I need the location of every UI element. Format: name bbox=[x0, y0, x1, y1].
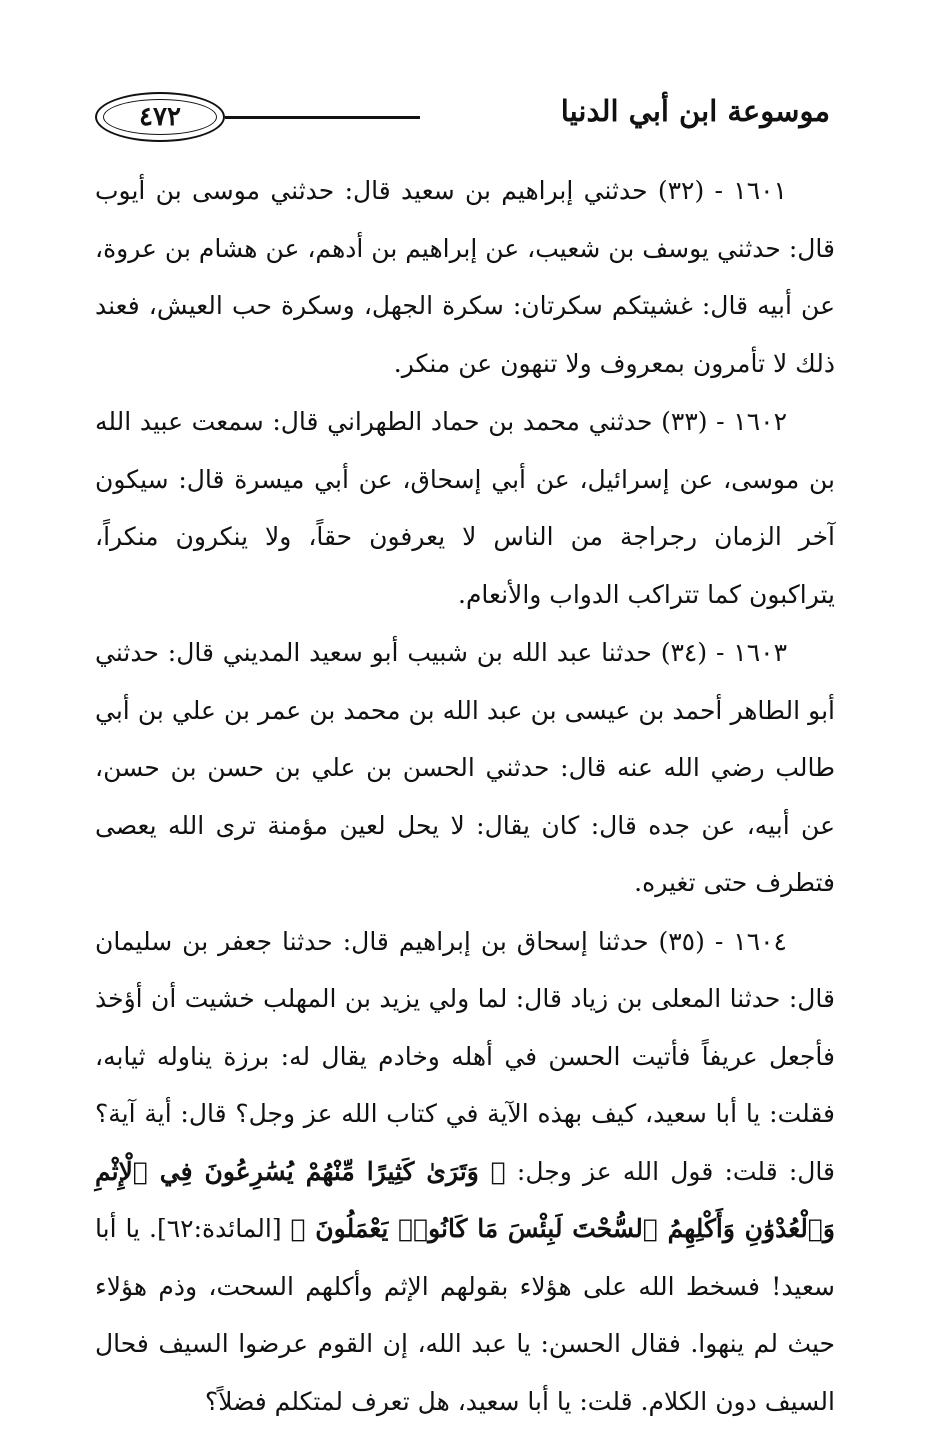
body-text bbox=[95, 162, 835, 1431]
page-number: ٤٧٢ bbox=[139, 102, 181, 132]
header-rule bbox=[225, 116, 420, 119]
hadith-paragraph-1602: ١٦٠٢ - (٣٣) حدثني محمد بن حماد الطهراني قال: سمعت عبيد الله بن موسى، عن إسرائيل، عن أبي إسحاق، عن أبي ميسرة قال: سيكون آخر الزمان رجراجة من الناس لا يعرفون حقاً، ولا ينكرون منكراً، يتراكبون كما تتراكب الدواب والأنعام. bbox=[95, 407, 835, 609]
paragraph-text-after-verse: [المائدة:٦٢]. يا أبا سعيد! فسخط الله على هؤلاء بقولهم الإثم وأكلهم السحت، وذم هؤلاء حيث لم ينهوا. فقال الحسن: يا عبد الله، إن القوم عرضوا السيف فحال السيف دون الكلام. قلت: يا أبا سعيد، هل تعرف لمتكلم فضلاً؟ bbox=[95, 1214, 835, 1416]
hadith-paragraph-1604 bbox=[95, 913, 835, 1431]
paragraph-text-before-verse: ١٦٠٤ - (٣٥) حدثنا إسحاق بن إبراهيم قال: حدثنا جعفر بن سليمان قال: حدثنا المعلى بن زياد قال: لما ولي يزيد بن المهلب خشيت أن أؤخذ فأجعل عريفاً فأتيت الحسن في أهله وخادم يقال له: برزة يناوله ثيابه، فقلت: يا أبا سعيد، كيف بهذه الآية في كتاب الله عز وجل؟ قال: أية آية؟ قال: قلت: قول الله عز وجل: bbox=[95, 926, 835, 1186]
book-title: موسوعة ابن أبي الدنيا bbox=[560, 94, 830, 128]
hadith-paragraph-1601: ١٦٠١ - (٣٢) حدثني إبراهيم بن سعيد قال: حدثني موسى بن أيوب قال: حدثني يوسف بن شعيب، عن إبراهيم بن أدهم، عن هشام بن عروة، عن أبيه قال: غشيتكم سكرتان: سكرة الجهل، وسكرة حب العيش، فعند ذلك لا تأمرون بمعروف ولا تنهون عن منكر. bbox=[95, 176, 835, 378]
page-number-oval bbox=[95, 92, 225, 142]
running-header bbox=[95, 92, 830, 144]
hadith-paragraph-1603: ١٦٠٣ - (٣٤) حدثنا عبد الله بن شبيب أبو سعيد المديني قال: حدثني أبو الطاهر أحمد بن عيسى بن عبد الله بن محمد بن عمر بن علي بن أبي طالب رضي الله عنه قال: حدثني الحسن بن علي بن حسن بن حسن، عن أبيه، عن جده قال: كان يقال: لا يحل لعين مؤمنة ترى الله يعصى فتطرف حتى تغيره. bbox=[95, 638, 835, 897]
quran-verse: ﴿ وَتَرَىٰ كَثِيرًا مِّنْهُمْ يُسَٰرِعُونَ فِي ٱلْإِثْمِ وَٱلْعُدْوَٰنِ وَأَكْلِهِمُ ٱلسُّحْتَ لَبِئْسَ مَا كَانُوا۟ يَعْمَلُونَ ﴾ bbox=[95, 1156, 835, 1243]
